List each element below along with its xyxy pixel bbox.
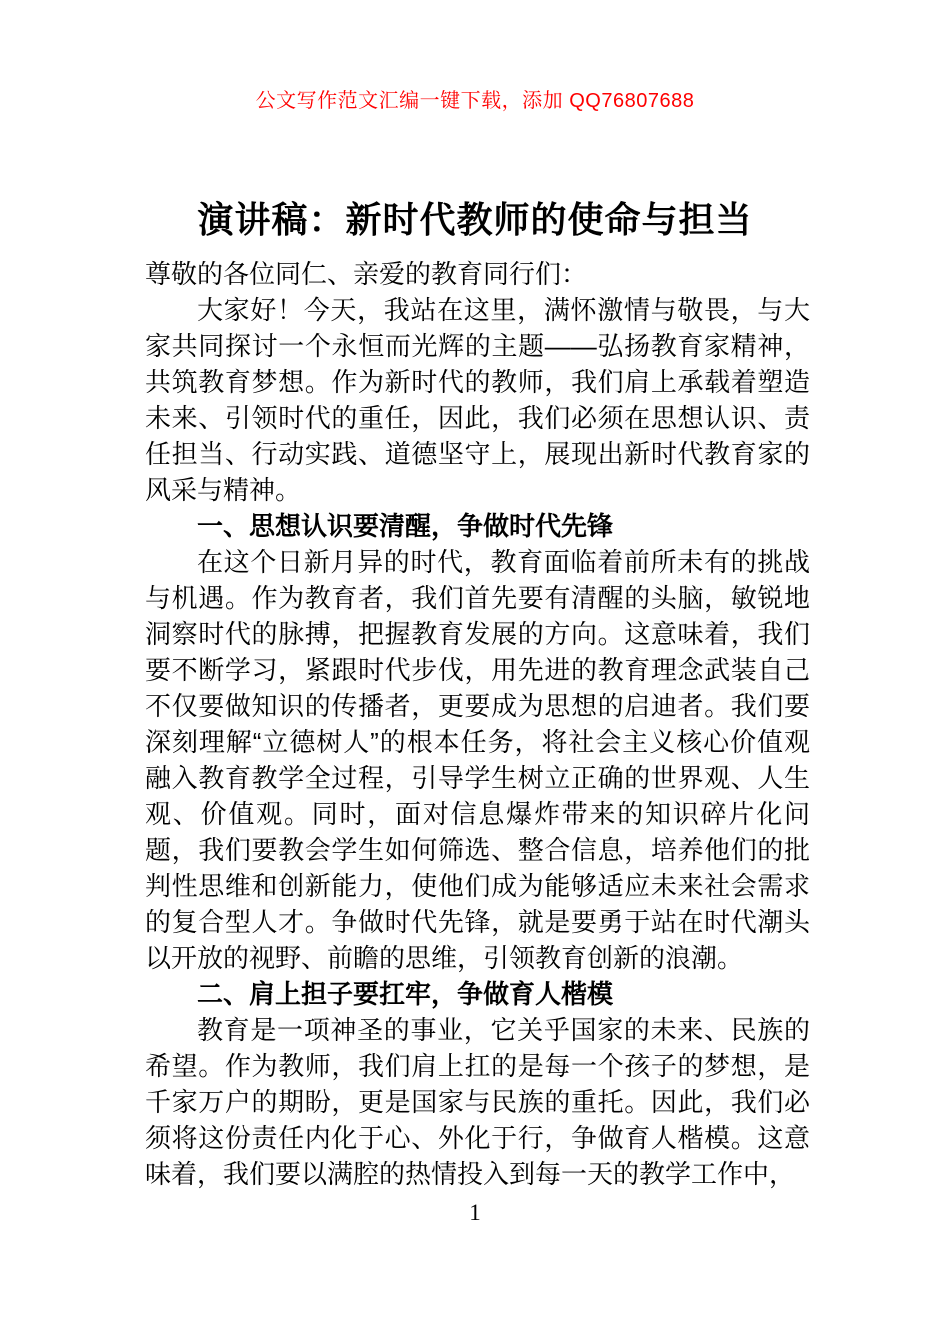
body-paragraph: 教育是一项神圣的事业，它关乎国家的未来、民族的希望。作为教师，我们肩上扛的是每一个孩子的梦想，是千家万户的期盼，更是国家与民族的重托。因此，我们必须将这份责任内化于心、外化于行，争做育人楷模。这意味着，我们要以满腔的热情投入到每一天的教学工作中， [145,1015,810,1189]
promo-banner: 公文写作范文汇编一键下载，添加 QQ76807688 [255,90,695,112]
body-paragraph: 大家好！今天，我站在这里，满怀激情与敬畏，与大家共同探讨一个永恒而光辉的主题——弘扬教育家精神，共筑教育梦想。作为新时代的教师，我们肩上承载着塑造未来、引领时代的重任，因此，我们必须在思想认识、责任担当、行动实践、道德坚守上，展现出新时代教育家的风采与精神。 [145,295,810,505]
section-heading-1: 一、思想认识要清醒，争做时代先锋 [197,511,614,541]
page-number: 1 [469,1200,481,1225]
document-title: 演讲稿：新时代教师的使命与担当 [197,199,753,241]
document-body [145,256,810,1192]
salutation-line: 尊敬的各位同仁、亲爱的教育同行们： [145,259,588,289]
body-paragraph: 在这个日新月异的时代，教育面临着前所未有的挑战与机遇。作为教育者，我们首先要有清醒的头脑，敏锐地洞察时代的脉搏，把握教育发展的方向。这意味着，我们要不断学习，紧跟时代步伐，用先进的教育理念武装自己不仅要做知识的传播者，更要成为思想的启迪者。我们要深刻理解“立德树人”的根本任务，将社会主义核心价值观融入教育教学全过程，引导学生树立正确的世界观、人生观、价值观。同时，面对信息爆炸带来的知识碎片化问题，我们要教会学生如何筛选、整合信息，培养他们的批判性思维和创新能力，使他们成为能够适应未来社会需求的复合型人才。争做时代先锋，就是要勇于站在时代潮头以开放的视野、前瞻的思维，引领教育创新的浪潮。 [145,547,810,973]
section-heading-2: 二、肩上担子要扛牢，争做育人楷模 [197,979,614,1009]
